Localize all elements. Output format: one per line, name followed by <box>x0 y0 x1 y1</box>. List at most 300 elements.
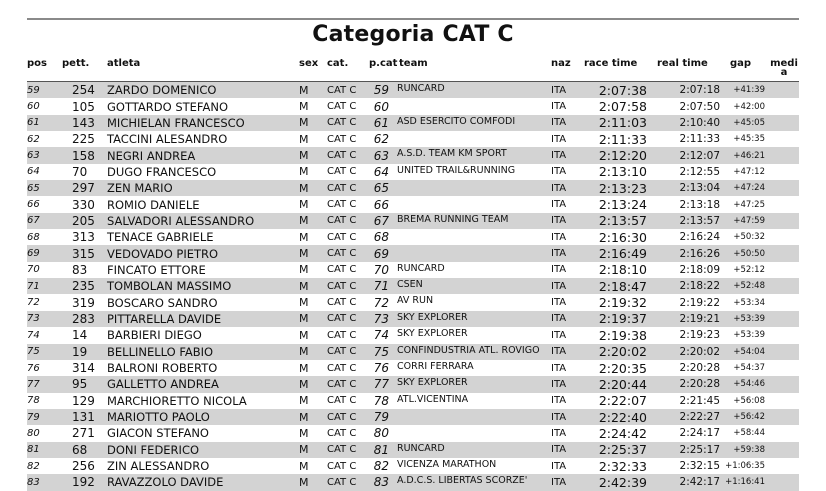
average-cell <box>769 311 799 327</box>
real-time-cell: 2:16:24 <box>651 229 724 245</box>
category-cell: CAT C <box>323 474 365 490</box>
race-time-cell: 2:25:37 <box>584 442 651 458</box>
category-cell: CAT C <box>323 147 365 163</box>
nationality-cell: ITA <box>551 213 584 229</box>
bib-cell: 131 <box>62 409 107 425</box>
table-row <box>27 213 799 229</box>
gap-cell: +1:16:41 <box>724 474 769 490</box>
pos-cell: 64 <box>27 164 62 180</box>
team-cell <box>397 229 551 245</box>
nationality-cell: ITA <box>551 262 584 278</box>
athlete-name-cell: TENACE GABRIELE <box>107 229 299 245</box>
col-header-gap: gap <box>724 56 769 82</box>
category-position-cell: 68 <box>365 229 397 245</box>
average-cell <box>769 376 799 392</box>
real-time-cell: 2:10:40 <box>651 115 724 131</box>
category-position-cell: 75 <box>365 344 397 360</box>
nationality-cell: ITA <box>551 376 584 392</box>
average-cell <box>769 245 799 261</box>
sex-cell: M <box>299 245 323 261</box>
nationality-cell: ITA <box>551 425 584 441</box>
athlete-name-cell: PITTARELLA DAVIDE <box>107 311 299 327</box>
bib-cell: 14 <box>62 327 107 343</box>
race-time-cell: 2:19:37 <box>584 311 651 327</box>
category-cell: CAT C <box>323 294 365 310</box>
race-time-cell: 2:16:49 <box>584 245 651 261</box>
category-cell: CAT C <box>323 196 365 212</box>
sex-cell: M <box>299 458 323 474</box>
nationality-cell: ITA <box>551 311 584 327</box>
gap-cell: +54:37 <box>724 360 769 376</box>
race-time-cell: 2:32:33 <box>584 458 651 474</box>
pos-cell: 61 <box>27 115 62 131</box>
sex-cell: M <box>299 474 323 490</box>
pos-cell: 74 <box>27 327 62 343</box>
team-cell: A.D.C.S. LIBERTAS SCORZE' <box>397 474 551 490</box>
category-cell: CAT C <box>323 262 365 278</box>
average-cell <box>769 115 799 131</box>
average-cell <box>769 262 799 278</box>
category-position-cell: 76 <box>365 360 397 376</box>
real-time-cell: 2:13:18 <box>651 196 724 212</box>
table-row <box>27 344 799 360</box>
sex-cell: M <box>299 294 323 310</box>
pos-cell: 63 <box>27 147 62 163</box>
athlete-name-cell: RAVAZZOLO DAVIDE <box>107 474 299 490</box>
bib-cell: 70 <box>62 164 107 180</box>
average-cell <box>769 393 799 409</box>
col-header-real-time: real time <box>651 56 724 82</box>
athlete-name-cell: ROMIO DANIELE <box>107 196 299 212</box>
average-cell <box>769 294 799 310</box>
nationality-cell: ITA <box>551 147 584 163</box>
top-divider <box>27 18 799 20</box>
table-row <box>27 115 799 131</box>
race-time-cell: 2:18:10 <box>584 262 651 278</box>
athlete-name-cell: TACCINI ALESANDRO <box>107 131 299 147</box>
category-cell: CAT C <box>323 278 365 294</box>
bib-cell: 19 <box>62 344 107 360</box>
table-row <box>27 474 799 490</box>
team-cell <box>397 409 551 425</box>
pos-cell: 66 <box>27 196 62 212</box>
bib-cell: 319 <box>62 294 107 310</box>
gap-cell: +53:34 <box>724 294 769 310</box>
sex-cell: M <box>299 147 323 163</box>
nationality-cell: ITA <box>551 474 584 490</box>
category-position-cell: 69 <box>365 245 397 261</box>
athlete-name-cell: BELLINELLO FABIO <box>107 344 299 360</box>
real-time-cell: 2:16:26 <box>651 245 724 261</box>
table-row <box>27 245 799 261</box>
team-cell: SKY EXPLORER <box>397 327 551 343</box>
results-table <box>27 56 799 491</box>
nationality-cell: ITA <box>551 180 584 196</box>
pos-cell: 75 <box>27 344 62 360</box>
col-header-pcat: p.cat <box>365 56 397 82</box>
race-time-cell: 2:42:39 <box>584 474 651 490</box>
sex-cell: M <box>299 360 323 376</box>
pos-cell: 72 <box>27 294 62 310</box>
gap-cell: +47:24 <box>724 180 769 196</box>
real-time-cell: 2:20:28 <box>651 360 724 376</box>
athlete-name-cell: GIACON STEFANO <box>107 425 299 441</box>
real-time-cell: 2:25:17 <box>651 442 724 458</box>
sex-cell: M <box>299 262 323 278</box>
category-position-cell: 64 <box>365 164 397 180</box>
athlete-name-cell: TOMBOLAN MASSIMO <box>107 278 299 294</box>
category-cell: CAT C <box>323 164 365 180</box>
team-cell <box>397 425 551 441</box>
table-row <box>27 131 799 147</box>
athlete-name-cell: VEDOVADO PIETRO <box>107 245 299 261</box>
category-cell: CAT C <box>323 115 365 131</box>
race-time-cell: 2:07:58 <box>584 98 651 114</box>
real-time-cell: 2:07:18 <box>651 82 724 99</box>
sex-cell: M <box>299 344 323 360</box>
category-cell: CAT C <box>323 180 365 196</box>
pos-cell: 80 <box>27 425 62 441</box>
team-cell: SKY EXPLORER <box>397 311 551 327</box>
category-position-cell: 66 <box>365 196 397 212</box>
pos-cell: 59 <box>27 82 62 99</box>
athlete-name-cell: DUGO FRANCESCO <box>107 164 299 180</box>
page-title: Categoria CAT C <box>312 22 514 47</box>
gap-cell: +56:08 <box>724 393 769 409</box>
pos-cell: 60 <box>27 98 62 114</box>
race-time-cell: 2:19:38 <box>584 327 651 343</box>
gap-cell: +50:32 <box>724 229 769 245</box>
category-cell: CAT C <box>323 425 365 441</box>
real-time-cell: 2:12:55 <box>651 164 724 180</box>
table-row <box>27 180 799 196</box>
race-time-cell: 2:18:47 <box>584 278 651 294</box>
category-cell: CAT C <box>323 360 365 376</box>
col-header-team: team <box>397 56 551 82</box>
nationality-cell: ITA <box>551 98 584 114</box>
col-header-pos: pos <box>27 56 62 82</box>
bib-cell: 256 <box>62 458 107 474</box>
category-cell: CAT C <box>323 376 365 392</box>
real-time-cell: 2:20:02 <box>651 344 724 360</box>
sex-cell: M <box>299 229 323 245</box>
sex-cell: M <box>299 376 323 392</box>
team-cell: RUNCARD <box>397 82 551 99</box>
pos-cell: 73 <box>27 311 62 327</box>
race-time-cell: 2:11:03 <box>584 115 651 131</box>
pos-cell: 65 <box>27 180 62 196</box>
athlete-name-cell: BOSCARO SANDRO <box>107 294 299 310</box>
real-time-cell: 2:13:57 <box>651 213 724 229</box>
bib-cell: 315 <box>62 245 107 261</box>
pos-cell: 79 <box>27 409 62 425</box>
bib-cell: 129 <box>62 393 107 409</box>
team-cell: SKY EXPLORER <box>397 376 551 392</box>
col-header-naz: naz <box>551 56 584 82</box>
average-cell <box>769 278 799 294</box>
table-header <box>27 56 799 82</box>
category-cell: CAT C <box>323 82 365 99</box>
category-position-cell: 82 <box>365 458 397 474</box>
bib-cell: 192 <box>62 474 107 490</box>
real-time-cell: 2:13:04 <box>651 180 724 196</box>
real-time-cell: 2:11:33 <box>651 131 724 147</box>
average-cell <box>769 442 799 458</box>
category-position-cell: 73 <box>365 311 397 327</box>
average-cell <box>769 344 799 360</box>
team-cell: RUNCARD <box>397 442 551 458</box>
athlete-name-cell: ZIN ALESSANDRO <box>107 458 299 474</box>
category-cell: CAT C <box>323 98 365 114</box>
sex-cell: M <box>299 196 323 212</box>
gap-cell: +47:59 <box>724 213 769 229</box>
sex-cell: M <box>299 278 323 294</box>
gap-cell: +50:50 <box>724 245 769 261</box>
gap-cell: +41:39 <box>724 82 769 99</box>
real-time-cell: 2:19:23 <box>651 327 724 343</box>
athlete-name-cell: GALLETTO ANDREA <box>107 376 299 392</box>
race-time-cell: 2:24:42 <box>584 425 651 441</box>
average-cell <box>769 458 799 474</box>
category-position-cell: 63 <box>365 147 397 163</box>
table-row <box>27 458 799 474</box>
category-position-cell: 74 <box>365 327 397 343</box>
sex-cell: M <box>299 98 323 114</box>
table-row <box>27 360 799 376</box>
team-cell: A.S.D. TEAM KM SPORT <box>397 147 551 163</box>
bib-cell: 283 <box>62 311 107 327</box>
sex-cell: M <box>299 442 323 458</box>
bib-cell: 271 <box>62 425 107 441</box>
nationality-cell: ITA <box>551 458 584 474</box>
nationality-cell: ITA <box>551 245 584 261</box>
race-time-cell: 2:12:20 <box>584 147 651 163</box>
average-cell <box>769 360 799 376</box>
category-position-cell: 79 <box>365 409 397 425</box>
pos-cell: 83 <box>27 474 62 490</box>
gap-cell: +59:38 <box>724 442 769 458</box>
pos-cell: 76 <box>27 360 62 376</box>
race-time-cell: 2:22:40 <box>584 409 651 425</box>
category-position-cell: 59 <box>365 82 397 99</box>
real-time-cell: 2:20:28 <box>651 376 724 392</box>
team-cell: ASD ESERCITO COMFODI <box>397 115 551 131</box>
col-header-race-time: race time <box>584 56 651 82</box>
sex-cell: M <box>299 213 323 229</box>
team-cell <box>397 180 551 196</box>
athlete-name-cell: MARCHIORETTO NICOLA <box>107 393 299 409</box>
nationality-cell: ITA <box>551 82 584 99</box>
category-position-cell: 70 <box>365 262 397 278</box>
sex-cell: M <box>299 409 323 425</box>
category-cell: CAT C <box>323 229 365 245</box>
pos-cell: 69 <box>27 245 62 261</box>
team-cell <box>397 131 551 147</box>
team-cell: RUNCARD <box>397 262 551 278</box>
table-row <box>27 294 799 310</box>
nationality-cell: ITA <box>551 278 584 294</box>
sex-cell: M <box>299 311 323 327</box>
pos-cell: 68 <box>27 229 62 245</box>
category-cell: CAT C <box>323 393 365 409</box>
gap-cell: +45:05 <box>724 115 769 131</box>
nationality-cell: ITA <box>551 131 584 147</box>
nationality-cell: ITA <box>551 164 584 180</box>
team-cell: AV RUN <box>397 294 551 310</box>
real-time-cell: 2:21:45 <box>651 393 724 409</box>
athlete-name-cell: SALVADORI ALESSANDRO <box>107 213 299 229</box>
category-position-cell: 81 <box>365 442 397 458</box>
race-time-cell: 2:13:10 <box>584 164 651 180</box>
race-time-cell: 2:07:38 <box>584 82 651 99</box>
category-cell: CAT C <box>323 245 365 261</box>
category-cell: CAT C <box>323 327 365 343</box>
gap-cell: +52:48 <box>724 278 769 294</box>
average-cell <box>769 327 799 343</box>
athlete-name-cell: DONI FEDERICO <box>107 442 299 458</box>
team-cell: ATL.VICENTINA <box>397 393 551 409</box>
average-cell <box>769 164 799 180</box>
bib-cell: 68 <box>62 442 107 458</box>
gap-cell: +54:46 <box>724 376 769 392</box>
sex-cell: M <box>299 115 323 131</box>
average-cell <box>769 474 799 490</box>
team-cell: CONFINDUSTRIA ATL. ROVIGO <box>397 344 551 360</box>
sex-cell: M <box>299 131 323 147</box>
bib-cell: 297 <box>62 180 107 196</box>
team-cell <box>397 196 551 212</box>
table-row <box>27 409 799 425</box>
pos-cell: 62 <box>27 131 62 147</box>
athlete-name-cell: NEGRI ANDREA <box>107 147 299 163</box>
category-cell: CAT C <box>323 458 365 474</box>
nationality-cell: ITA <box>551 327 584 343</box>
real-time-cell: 2:18:09 <box>651 262 724 278</box>
table-row <box>27 229 799 245</box>
race-time-cell: 2:19:32 <box>584 294 651 310</box>
race-time-cell: 2:20:35 <box>584 360 651 376</box>
average-cell <box>769 425 799 441</box>
table-row <box>27 147 799 163</box>
athlete-name-cell: FINCATO ETTORE <box>107 262 299 278</box>
bib-cell: 313 <box>62 229 107 245</box>
sex-cell: M <box>299 393 323 409</box>
nationality-cell: ITA <box>551 344 584 360</box>
athlete-name-cell: MICHIELAN FRANCESCO <box>107 115 299 131</box>
team-cell: CSEN <box>397 278 551 294</box>
category-position-cell: 72 <box>365 294 397 310</box>
pos-cell: 82 <box>27 458 62 474</box>
category-position-cell: 78 <box>365 393 397 409</box>
real-time-cell: 2:18:22 <box>651 278 724 294</box>
col-header-sex: sex <box>299 56 323 82</box>
athlete-name-cell: ZEN MARIO <box>107 180 299 196</box>
table-body <box>27 82 799 491</box>
category-cell: CAT C <box>323 344 365 360</box>
category-position-cell: 65 <box>365 180 397 196</box>
table-row <box>27 376 799 392</box>
real-time-cell: 2:19:22 <box>651 294 724 310</box>
nationality-cell: ITA <box>551 115 584 131</box>
category-position-cell: 62 <box>365 131 397 147</box>
category-cell: CAT C <box>323 409 365 425</box>
average-cell <box>769 196 799 212</box>
table-row <box>27 327 799 343</box>
gap-cell: +52:12 <box>724 262 769 278</box>
average-cell <box>769 213 799 229</box>
table-row <box>27 164 799 180</box>
col-header-pett: pett. <box>62 56 107 82</box>
sex-cell: M <box>299 164 323 180</box>
bib-cell: 314 <box>62 360 107 376</box>
nationality-cell: ITA <box>551 229 584 245</box>
col-header-media: medi a <box>769 56 799 82</box>
bib-cell: 95 <box>62 376 107 392</box>
bib-cell: 330 <box>62 196 107 212</box>
category-cell: CAT C <box>323 442 365 458</box>
athlete-name-cell: BARBIERI DIEGO <box>107 327 299 343</box>
race-time-cell: 2:20:02 <box>584 344 651 360</box>
gap-cell: +53:39 <box>724 327 769 343</box>
team-cell: BREMA RUNNING TEAM <box>397 213 551 229</box>
table-row <box>27 442 799 458</box>
col-header-cat: cat. <box>323 56 365 82</box>
average-cell <box>769 229 799 245</box>
category-position-cell: 61 <box>365 115 397 131</box>
category-position-cell: 80 <box>365 425 397 441</box>
real-time-cell: 2:24:17 <box>651 425 724 441</box>
table-row <box>27 393 799 409</box>
race-time-cell: 2:20:44 <box>584 376 651 392</box>
team-cell: VICENZA MARATHON <box>397 458 551 474</box>
col-header-atleta: atleta <box>107 56 299 82</box>
category-position-cell: 60 <box>365 98 397 114</box>
average-cell <box>769 180 799 196</box>
gap-cell: +56:42 <box>724 409 769 425</box>
bib-cell: 158 <box>62 147 107 163</box>
nationality-cell: ITA <box>551 196 584 212</box>
category-position-cell: 77 <box>365 376 397 392</box>
race-time-cell: 2:22:07 <box>584 393 651 409</box>
race-time-cell: 2:11:33 <box>584 131 651 147</box>
average-cell <box>769 147 799 163</box>
team-cell <box>397 98 551 114</box>
nationality-cell: ITA <box>551 393 584 409</box>
table-row <box>27 82 799 99</box>
nationality-cell: ITA <box>551 294 584 310</box>
bib-cell: 254 <box>62 82 107 99</box>
gap-cell: +46:21 <box>724 147 769 163</box>
athlete-name-cell: ZARDO DOMENICO <box>107 82 299 99</box>
bib-cell: 143 <box>62 115 107 131</box>
pos-cell: 81 <box>27 442 62 458</box>
gap-cell: +58:44 <box>724 425 769 441</box>
pos-cell: 70 <box>27 262 62 278</box>
team-cell <box>397 245 551 261</box>
average-cell <box>769 98 799 114</box>
race-time-cell: 2:16:30 <box>584 229 651 245</box>
bib-cell: 83 <box>62 262 107 278</box>
athlete-name-cell: BALRONI ROBERTO <box>107 360 299 376</box>
real-time-cell: 2:19:21 <box>651 311 724 327</box>
sex-cell: M <box>299 82 323 99</box>
average-cell <box>769 409 799 425</box>
category-position-cell: 83 <box>365 474 397 490</box>
race-time-cell: 2:13:23 <box>584 180 651 196</box>
team-cell: CORRI FERRARA <box>397 360 551 376</box>
bib-cell: 235 <box>62 278 107 294</box>
real-time-cell: 2:07:50 <box>651 98 724 114</box>
